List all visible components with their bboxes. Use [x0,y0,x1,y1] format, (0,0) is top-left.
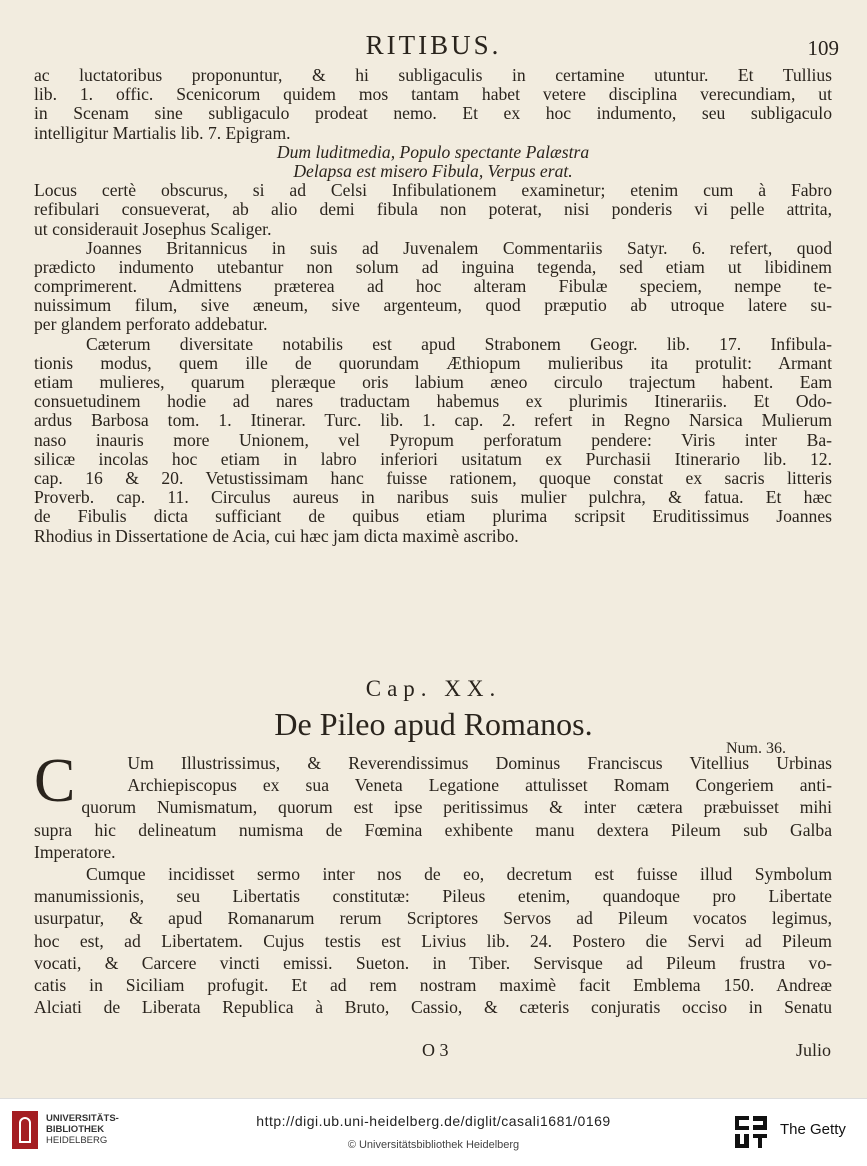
page-number: 109 [807,36,839,60]
running-head [0,30,867,64]
copyright-notice: © Universitätsbibliothek Heidelberg [347,1139,520,1151]
drop-cap: C [34,747,76,815]
text-block-upper [34,66,832,546]
text-line: Archiepiscopus ex sua Veneta Legatione attulisset Romam Congeriem anti- [127,775,832,796]
text-line: Delapsa est misero Fibula, Verpus erat. [293,161,573,181]
text-line: consuetudinem hodie ad nares traductam habemus ex plurimis Itinerariis. Et Odo- [34,392,832,412]
catchword: Julio [795,1040,831,1060]
text-line: silicæ incolas hoc etiam in labro inferiori usitatum ex Purchasii Itinerario lib. 12. [34,449,832,469]
text-line: ut considerauit Josephus Scaliger. [34,219,272,239]
text-line: quorum Numismatum, quorum est ipse peritissimus & inter cætera præbuisset mihi [81,797,832,818]
permalink-url[interactable]: http://digi.ub.uni-heidelberg.de/diglit/casali1681/0169 [256,1113,611,1129]
text-line: vocati, & Carcere vincti emissi. Sueton. in Tiber. Servisque ad Pileum frustra vo- [34,952,832,973]
text-line: lib. 1. offic. Scenicorum quidem mos tantam habet vetere disciplina verecundiam, ut [34,85,832,105]
chapter-label: Cap. XX. [365,676,502,701]
text-line: in Scenam sine subligaculo prodeat nemo. Et ex hoc indumento, seu subligaculo [34,104,832,124]
text-line: hoc est, ad Libertatem. Cujus testis est Livius lib. 24. Postero die Servi ad Pileum [34,930,832,951]
text-line: Dum luditmedia, Populo spectante Palæstra [276,142,590,162]
paragraph-1 [34,66,832,239]
running-title: RITIBUS. [365,30,502,60]
paragraph-3 [34,335,832,546]
paragraph-5 [34,863,832,1018]
margin-note: Num. 36. [726,740,786,757]
text-line: naso inauris more Unionem, vel Pyropum perforatum pendere: Viris inter Ba- [34,430,832,450]
text-line: Locus certè obscurus, si ad Celsi Infibulationem examinetur; etenim cum à Fabro [34,181,832,201]
library-name[interactable]: UNIVERSITÄTS- BIBLIOTHEK HEIDELBERG [46,1113,119,1146]
text-line: cap. 16 & 20. Vetustissimam hanc fuisse rationem, quoque constat ex sacris litteris [34,468,832,488]
page-foot [0,1040,867,1064]
text-line: nuissimum filum, sive æneum, sive argenteum, quod præputio ab utroque latere su- [34,296,832,316]
text-line: refibulari consueverat, ab alio demi fibula non poterat, nisi ponderis vi pelle attrita, [34,200,832,220]
text-line: prædicto indumento utebantur non solum ad inguina tegenda, sed etiam ut libidinem [34,257,832,277]
text-line: Joannes Britannicus in suis ad Juvenalem Commentariis Satyr. 6. refert, quod [86,238,832,258]
signature-mark: O 3 [422,1040,449,1060]
text-line: per glandem perforato addebatur. [34,315,268,335]
text-line: Cumque incidisset sermo inter nos de eo, decretum est fuisse illud Symbolum [86,863,832,884]
text-line: tionis modus, quem ille de quorundam Æthiopum mulieribus ita protulit: Armant [34,353,832,373]
viewer-footer [0,1098,867,1166]
text-line: ardus Barbosa tom. 1. Itinerar. Turc. lib. 1. cap. 2. refert in Regno Narsica Mulierum [34,411,832,431]
getty-logo-icon[interactable] [733,1114,769,1150]
text-line: manumissionis, seu Libertatis constitutæ: Pileus etenim, quandoque pro Libertate [34,886,832,907]
getty-name[interactable]: The Getty [780,1121,846,1138]
text-line: catis in Siciliam profugit. Et ad rem nostram maximè facit Emblema 150. Andreæ [34,974,832,995]
text-line: Um Illustrissimus, & Reverendissimus Dominus Franciscus Vitellius Urbinas [127,753,832,773]
paragraph-2 [34,239,832,335]
text-line: Rhodius in Dissertatione de Acia, cui hæc jam dicta maximè ascribo. [34,526,519,546]
text-line: usurpatur, & apud Romanarum rerum Scriptores Servos ad Pileum vocatos legimus, [34,908,832,929]
text-line: Alciati de Liberata Republica à Bruto, Cassio, & cæteris conjuratis occiso in Senatu [34,997,832,1018]
text-line: de Fibulis dicta sufficiant de quibus etiam plurima scripsit Eruditissimus Joannes [34,507,832,527]
text-line: comprimerent. Admittens præterea ad hoc alteram Fibulæ speciem, nempe te- [34,277,832,297]
text-line: supra hic delineatum numisma de Fœmina exhibente manu dextera Pileum sub Galba [34,819,832,840]
text-line: Cæterum diversitate notabilis est apud Strabonem Geogr. lib. 17. Infibula- [86,334,832,354]
text-line: intelligitur Martialis lib. 7. Epigram. [34,123,291,143]
chapter-title: De Pileo apud Romanos. [274,706,593,742]
text-line: Proverb. cap. 11. Circulus aureus in naribus suis mulier pulchra, & fatua. Et hæc [34,488,832,508]
text-line: etiam mulieres, quarum pleræque oris labium æneo circulo trajectum habent. Eam [34,373,832,392]
text-line: Imperatore. [34,841,116,862]
text-line: ac luctatoribus proponuntur, & hi subligaculis in certamine utuntur. Et Tullius [34,66,832,85]
